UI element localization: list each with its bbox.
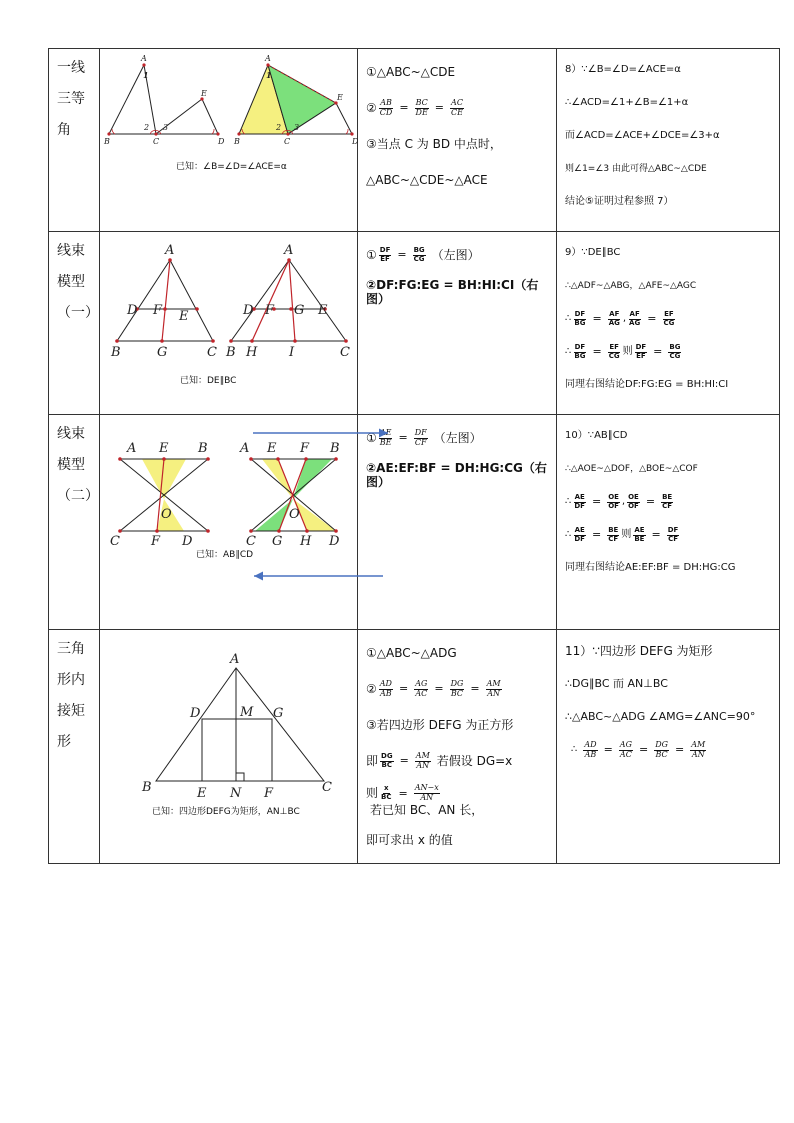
proof-ratio-line: ∴ $\frac{DF}{BG}$ = $\frac{AF}{AG}$ , $\frac{AF}{AG}$ = $\frac{EF}{CG}$ <box>565 309 675 327</box>
svg-text:2: 2 <box>276 123 282 132</box>
proof-line: ∴DG∥BC 而 AN⊥BC <box>565 677 668 691</box>
title-line: 模型 <box>57 457 85 473</box>
conclusion-line: ③若四边形 DEFG 为正方形 <box>366 717 514 732</box>
svg-text:C: C <box>284 137 291 146</box>
proof <box>557 232 779 396</box>
svg-text:G: G <box>273 706 284 721</box>
row-line-bundle-one <box>49 232 780 415</box>
svg-text:G: G <box>157 345 168 360</box>
svg-text:F: F <box>264 786 274 801</box>
proof-line: 则∠1=∠3 由此可得△ABC~△CDE <box>565 163 707 174</box>
title-line: 模型 <box>57 274 85 290</box>
svg-text:C: C <box>340 345 350 360</box>
proof-line: 同理右图结论AE:EF:BF = DH:HG:CG <box>565 562 736 573</box>
svg-text:D: D <box>127 303 138 318</box>
svg-text:I: I <box>289 345 295 360</box>
svg-text:A: A <box>265 54 271 63</box>
svg-text:2: 2 <box>144 123 150 132</box>
svg-text:B: B <box>226 345 236 360</box>
proof-ratio-line: ∴ $\frac{AE}{DF}$ = $\frac{OE}{OF}$ , $\frac{OE}{OF}$ = $\frac{BE}{CF}$ <box>565 492 673 510</box>
conclusion-ratio-line: ② $\frac{AD}{AB}$ = $\frac{AG}{AC}$ = $\frac{DG}{BC}$ = $\frac{AM}{AN}$ <box>366 678 501 698</box>
figure-line-bundle-two <box>100 415 357 629</box>
svg-text:E: E <box>201 89 207 98</box>
conclusion-line: ①△ABC~△ADG <box>366 645 457 660</box>
title-line: 线束 <box>57 426 85 442</box>
proof-line: ∴∠ACD=∠1+∠B=∠1+α <box>565 97 689 108</box>
conclusion-line: △ABC~△CDE~△ACE <box>366 172 488 187</box>
svg-text:B: B <box>104 137 110 146</box>
row-title <box>49 415 99 512</box>
proof-ratio-line: ∴ $\frac{AD}{AB}$ = $\frac{AG}{AC}$ = $\frac{DG}{BC}$ = $\frac{AM}{AN}$ <box>571 739 706 759</box>
svg-text:B: B <box>198 441 208 456</box>
svg-text:B: B <box>142 780 152 795</box>
svg-text:C: C <box>207 345 217 360</box>
conclusions <box>358 630 556 853</box>
svg-text:H: H <box>246 345 258 360</box>
row-one-line-three-angles <box>49 49 780 232</box>
svg-text:C: C <box>246 534 256 549</box>
svg-text:F: F <box>265 303 275 318</box>
conclusion-line: ③当点 C 为 BD 中点时， <box>366 136 502 151</box>
svg-text:A: A <box>127 441 137 456</box>
svg-text:B: B <box>330 441 340 456</box>
svg-text:E: E <box>179 309 189 324</box>
proof <box>557 49 779 213</box>
svg-text:F: F <box>151 534 161 549</box>
title-line: 线束 <box>57 243 85 259</box>
title-line: 角 <box>57 122 71 138</box>
svg-text:D: D <box>218 137 225 146</box>
row-title <box>49 49 99 146</box>
row-inscribed-rectangle <box>49 630 780 864</box>
svg-text:E: E <box>337 93 343 102</box>
svg-text:G: G <box>294 303 305 318</box>
svg-text:A: A <box>141 54 147 63</box>
proof-line: 结论⑤证明过程参照 7） <box>565 196 674 207</box>
conclusions <box>358 232 556 307</box>
svg-text:E: E <box>318 303 328 318</box>
conclusion-ratio-line: ② $\frac{AB}{CD}$ = $\frac{BC}{DE}$ = $\frac{AC}{CE}$ <box>366 97 463 117</box>
proof-line: 11）∵四边形 DEFG 为矩形 <box>565 643 713 658</box>
svg-text:M: M <box>240 705 254 720</box>
title-line: 接矩 <box>57 703 85 719</box>
svg-text:C: C <box>153 137 160 146</box>
fraction: $\frac{DF}{EF}$ <box>379 245 391 263</box>
title-line: 三等 <box>57 91 85 107</box>
title-line: （一） <box>57 305 99 321</box>
svg-text:B: B <box>234 137 240 146</box>
proof-line: 同理右图结论DF:FG:EG = BH:HI:CI <box>565 379 729 390</box>
row-title <box>49 232 99 329</box>
proof-line: 而∠ACD=∠ACE+∠DCE=∠3+α <box>565 130 720 141</box>
svg-text:G: G <box>272 534 283 549</box>
proof-line: 8）∵∠B=∠D=∠ACE=α <box>565 64 681 75</box>
marker: ② <box>366 100 377 115</box>
figure-caption: 已知：AB∥CD <box>196 550 254 560</box>
row-line-bundle-two <box>49 415 780 630</box>
svg-text:E: E <box>267 441 277 456</box>
svg-text:A: A <box>230 652 240 667</box>
svg-text:C: C <box>322 780 332 795</box>
svg-text:3: 3 <box>163 123 169 132</box>
svg-text:C: C <box>110 534 120 549</box>
proof-line: ∴△AOE~△DOF，△BOE~△COF <box>565 463 698 474</box>
svg-text:F: F <box>300 441 310 456</box>
fraction: $\frac{AB}{CD}$ <box>379 97 393 117</box>
figure-caption: 已知：四边形DEFG为矩形，AN⊥BC <box>152 807 300 817</box>
figure-inscribed-rectangle <box>100 630 357 863</box>
svg-text:D: D <box>190 706 201 721</box>
svg-text:A: A <box>284 243 294 258</box>
svg-text:A: A <box>240 441 250 456</box>
svg-text:D: D <box>352 137 359 146</box>
conclusion-ratio-line: ① $\frac{AE}{BE}$ = $\frac{DF}{CF}$ （左图） <box>366 427 482 447</box>
svg-text:N: N <box>230 786 242 801</box>
svg-text:E: E <box>197 786 207 801</box>
svg-text:O: O <box>289 507 300 522</box>
title-line: （二） <box>57 488 99 504</box>
conclusions <box>358 49 556 193</box>
svg-text:D: D <box>182 534 193 549</box>
conclusions <box>358 415 556 490</box>
proof-ratio-line: ∴ $\frac{AE}{DF}$ = $\frac{BE}{CF}$ 则 $\frac{AE}{BE}$ = $\frac{DF}{CF}$ <box>565 525 679 543</box>
svg-text:B: B <box>111 345 121 360</box>
title-line: 三角 <box>57 641 85 657</box>
proof-line: ∴△ABC~△ADG ∠AMG=∠ANC=90° <box>565 710 756 724</box>
svg-text:E: E <box>159 441 169 456</box>
svg-text:F: F <box>153 303 163 318</box>
proof-line: 9）∵DE∥BC <box>565 247 621 258</box>
svg-text:O: O <box>161 507 172 522</box>
row-title <box>49 630 99 758</box>
fraction: $\frac{BC}{DE}$ <box>415 97 428 117</box>
svg-text:A: A <box>165 243 175 258</box>
svg-text:D: D <box>329 534 340 549</box>
proof-line: 10）∵AB∥CD <box>565 430 628 441</box>
figure-line-bundle-one <box>100 232 357 414</box>
figure-three-angles <box>100 49 357 231</box>
conclusion-line: ②DF:FG:EG = BH:HI:CI（右图） <box>366 278 539 307</box>
figure-caption: 已知：DE∥BC <box>180 376 237 386</box>
conclusion-ratio-line: ① $\frac{DF}{EF}$ = $\frac{BG}{CG}$ （左图） <box>366 245 480 263</box>
title-line: 一线 <box>57 60 85 76</box>
conclusion-ratio-line: 则 $\frac{x}{BC}$ = $\frac{AN-x}{AN}$ 若已知 BC、AN 长， <box>366 783 484 817</box>
fraction: $\frac{AC}{CE}$ <box>451 97 463 117</box>
svg-text:3: 3 <box>294 123 300 132</box>
fraction: $\frac{BG}{CG}$ <box>413 245 425 263</box>
figure-caption: 已知：∠B=∠D=∠ACE=α <box>176 162 287 172</box>
svg-text:H: H <box>300 534 312 549</box>
svg-text:D: D <box>243 303 254 318</box>
model-table <box>48 48 780 864</box>
proof-ratio-line: ∴ $\frac{DF}{BG}$ = $\frac{EF}{CG}$ 则 $\frac{DF}{EF}$ = $\frac{BG}{CG}$ <box>565 342 681 360</box>
svg-text:1: 1 <box>266 70 272 80</box>
conclusion-line: 即可求出 x 的值 <box>366 832 453 847</box>
proof <box>557 630 779 761</box>
conclusion-line: ①△ABC~△CDE <box>366 64 456 79</box>
svg-text:1: 1 <box>143 70 149 80</box>
proof <box>557 415 779 579</box>
title-line: 形内 <box>57 672 85 688</box>
proof-line: ∴△ADF~△ABG，△AFE~△AGC <box>565 280 697 291</box>
conclusion-ratio-line: 即 $\frac{DG}{BC}$ = $\frac{AM}{AN}$ 若假设 DG=x <box>366 750 513 770</box>
title-line: 形 <box>57 734 71 750</box>
conclusion-line: ②AE:EF:BF = DH:HG:CG（右图） <box>366 461 547 490</box>
